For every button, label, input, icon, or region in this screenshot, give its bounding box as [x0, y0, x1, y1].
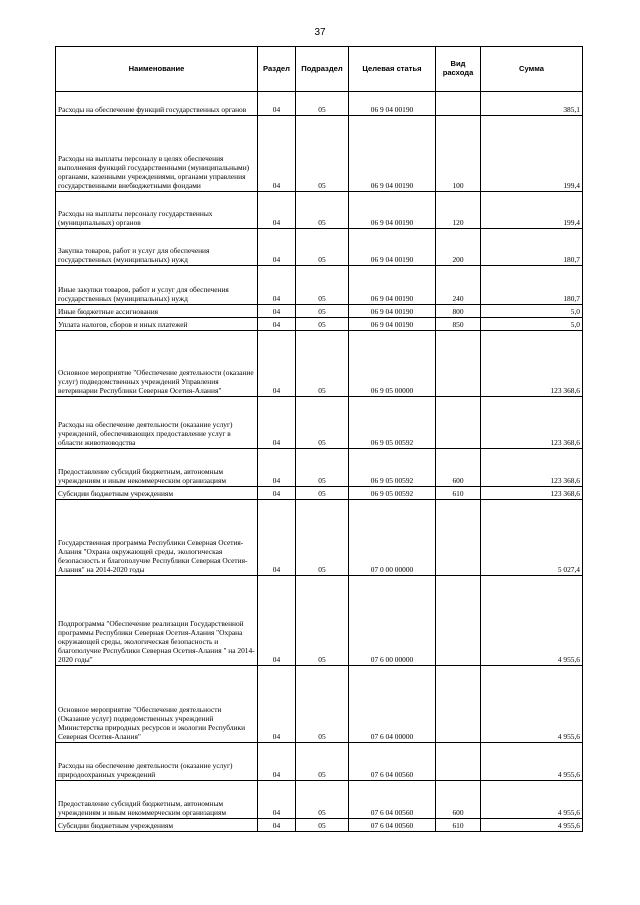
- cell-podrazdel: 05: [296, 743, 349, 781]
- cell-target: 06 9 04 00190: [349, 305, 436, 318]
- cell-vid: 120: [436, 192, 481, 229]
- cell-name: Субсидии бюджетным учреждениям: [56, 487, 258, 500]
- cell-target: 06 9 05 00592: [349, 449, 436, 487]
- cell-name: Субсидии бюджетным учреждениям: [56, 819, 258, 832]
- cell-vid: 610: [436, 819, 481, 832]
- cell-name: Основное мероприятие "Обеспечение деятельности (Оказание услуг) подведомственных учреждений Министерства природных ресурсов и экологии Республики Северная Осетия-Алания": [56, 666, 258, 743]
- cell-sum: 199,4: [481, 192, 583, 229]
- cell-target: 06 9 04 00190: [349, 318, 436, 331]
- cell-name: Закупка товаров, работ и услуг для обеспечения государственных (муниципальных) нужд: [56, 229, 258, 266]
- table-row: [56, 487, 583, 500]
- cell-vid: 800: [436, 305, 481, 318]
- header-sum: Сумма: [481, 47, 583, 92]
- cell-razdel: 04: [258, 229, 296, 266]
- table-row: [56, 743, 583, 781]
- cell-razdel: 04: [258, 500, 296, 576]
- cell-vid: [436, 92, 481, 116]
- cell-sum: 4 955,6: [481, 819, 583, 832]
- cell-target: 06 9 04 00190: [349, 192, 436, 229]
- cell-razdel: 04: [258, 666, 296, 743]
- budget-table: [55, 46, 583, 832]
- cell-podrazdel: 05: [296, 229, 349, 266]
- cell-name: Расходы на выплаты персоналу государственных (муниципальных) органов: [56, 192, 258, 229]
- cell-podrazdel: 05: [296, 449, 349, 487]
- cell-vid: 850: [436, 318, 481, 331]
- table-row: [56, 666, 583, 743]
- cell-sum: 5,0: [481, 318, 583, 331]
- cell-podrazdel: 05: [296, 305, 349, 318]
- cell-target: 06 9 05 00592: [349, 487, 436, 500]
- cell-razdel: 04: [258, 266, 296, 305]
- cell-sum: 123 368,6: [481, 397, 583, 449]
- header-podrazdel: Подраздел: [296, 47, 349, 92]
- cell-razdel: 04: [258, 116, 296, 192]
- cell-razdel: 04: [258, 318, 296, 331]
- cell-vid: [436, 743, 481, 781]
- cell-name: Предоставление субсидий бюджетным, автономным учреждениям и иным некоммерческим организациям: [56, 449, 258, 487]
- cell-vid: 240: [436, 266, 481, 305]
- cell-name: Расходы на обеспечение функций государственных органов: [56, 92, 258, 116]
- page-number: 37: [314, 27, 326, 38]
- cell-podrazdel: 05: [296, 666, 349, 743]
- cell-podrazdel: 05: [296, 781, 349, 819]
- table-header-row: [56, 47, 583, 92]
- header-name: Наименование: [56, 47, 258, 92]
- table-row: [56, 397, 583, 449]
- cell-razdel: 04: [258, 487, 296, 500]
- cell-sum: 4 955,6: [481, 743, 583, 781]
- cell-razdel: 04: [258, 781, 296, 819]
- cell-name: Расходы на обеспечение деятельности (оказание услуг) учреждений, обеспечивающих предоставление услуг в области животноводства: [56, 397, 258, 449]
- cell-name: Подпрограмма "Обеспечение реализации Государственной программы Республики Северная Осетия-Алания "Охрана окружающей среды, экологическая безопасность и благополучие Республики Северная Осетия-Алания " на 2014-2020 годы": [56, 576, 258, 666]
- cell-name: Государственная программа Республики Северная Осетия-Алания "Охрана окружающей среды, экологическая безопасность и благополучие Республики Северная Осетия-Алания" на 2014-2020 годы: [56, 500, 258, 576]
- cell-target: 06 9 04 00190: [349, 229, 436, 266]
- cell-target: 06 9 05 00000: [349, 331, 436, 397]
- cell-podrazdel: 05: [296, 192, 349, 229]
- cell-vid: [436, 397, 481, 449]
- cell-vid: 610: [436, 487, 481, 500]
- cell-podrazdel: 05: [296, 92, 349, 116]
- cell-vid: 200: [436, 229, 481, 266]
- cell-target: 06 9 04 00190: [349, 92, 436, 116]
- cell-podrazdel: 05: [296, 819, 349, 832]
- table-row: [56, 781, 583, 819]
- table-row: [56, 192, 583, 229]
- cell-sum: 5 027,4: [481, 500, 583, 576]
- cell-sum: 4 955,6: [481, 666, 583, 743]
- cell-sum: 5,0: [481, 305, 583, 318]
- header-vid: Вид расхода: [436, 47, 481, 92]
- cell-target: 07 0 00 00000: [349, 500, 436, 576]
- table-row: [56, 449, 583, 487]
- table-row: [56, 266, 583, 305]
- table-row: [56, 92, 583, 116]
- cell-vid: [436, 666, 481, 743]
- cell-sum: 385,1: [481, 92, 583, 116]
- cell-podrazdel: 05: [296, 487, 349, 500]
- cell-razdel: 04: [258, 576, 296, 666]
- cell-sum: 123 368,6: [481, 449, 583, 487]
- table-row: [56, 305, 583, 318]
- cell-vid: 100: [436, 116, 481, 192]
- cell-sum: 199,4: [481, 116, 583, 192]
- header-target: Целевая статья: [349, 47, 436, 92]
- cell-vid: 600: [436, 781, 481, 819]
- cell-razdel: 04: [258, 819, 296, 832]
- cell-target: 07 6 04 00560: [349, 743, 436, 781]
- cell-name: Основное мероприятие "Обеспечение деятельности (оказание услуг) подведомственных учреждений Управления ветеринарии Республики Северная Осетия-Алания": [56, 331, 258, 397]
- cell-target: 06 9 04 00190: [349, 266, 436, 305]
- cell-name: Иные бюджетные ассигнования: [56, 305, 258, 318]
- cell-vid: 600: [436, 449, 481, 487]
- cell-sum: 4 955,6: [481, 781, 583, 819]
- cell-podrazdel: 05: [296, 318, 349, 331]
- table-row: [56, 819, 583, 832]
- cell-podrazdel: 05: [296, 331, 349, 397]
- cell-target: 06 9 04 00190: [349, 116, 436, 192]
- cell-razdel: 04: [258, 305, 296, 318]
- cell-name: Уплата налогов, сборов и иных платежей: [56, 318, 258, 331]
- cell-sum: 4 955,6: [481, 576, 583, 666]
- cell-target: 07 6 04 00560: [349, 819, 436, 832]
- cell-podrazdel: 05: [296, 500, 349, 576]
- cell-sum: 123 368,6: [481, 331, 583, 397]
- table-row: [56, 116, 583, 192]
- cell-name: Предоставление субсидий бюджетным, автономным учреждениям и иным некоммерческим организациям: [56, 781, 258, 819]
- header-razdel: Раздел: [258, 47, 296, 92]
- cell-name: Расходы на выплаты персоналу в целях обеспечения выполнения функций государственными (муниципальными) органами, казенными учреждениями, органами управления государственными внебюджетными фондами: [56, 116, 258, 192]
- cell-razdel: 04: [258, 331, 296, 397]
- cell-razdel: 04: [258, 743, 296, 781]
- cell-target: 06 9 05 00592: [349, 397, 436, 449]
- cell-razdel: 04: [258, 397, 296, 449]
- cell-podrazdel: 05: [296, 576, 349, 666]
- cell-sum: 180,7: [481, 266, 583, 305]
- cell-name: Расходы на обеспечение деятельности (оказание услуг) природоохранных учреждений: [56, 743, 258, 781]
- cell-razdel: 04: [258, 192, 296, 229]
- table-row: [56, 500, 583, 576]
- cell-vid: [436, 576, 481, 666]
- cell-vid: [436, 500, 481, 576]
- cell-razdel: 04: [258, 449, 296, 487]
- cell-podrazdel: 05: [296, 116, 349, 192]
- table-row: [56, 318, 583, 331]
- cell-vid: [436, 331, 481, 397]
- table-row: [56, 576, 583, 666]
- cell-target: 07 6 04 00560: [349, 781, 436, 819]
- cell-target: 07 6 00 00000: [349, 576, 436, 666]
- cell-podrazdel: 05: [296, 397, 349, 449]
- table-row: [56, 229, 583, 266]
- cell-sum: 123 368,6: [481, 487, 583, 500]
- cell-podrazdel: 05: [296, 266, 349, 305]
- table-row: [56, 331, 583, 397]
- cell-sum: 180,7: [481, 229, 583, 266]
- table-body: [56, 92, 583, 832]
- cell-target: 07 6 04 00000: [349, 666, 436, 743]
- cell-razdel: 04: [258, 92, 296, 116]
- cell-name: Иные закупки товаров, работ и услуг для обеспечения государственных (муниципальных) нужд: [56, 266, 258, 305]
